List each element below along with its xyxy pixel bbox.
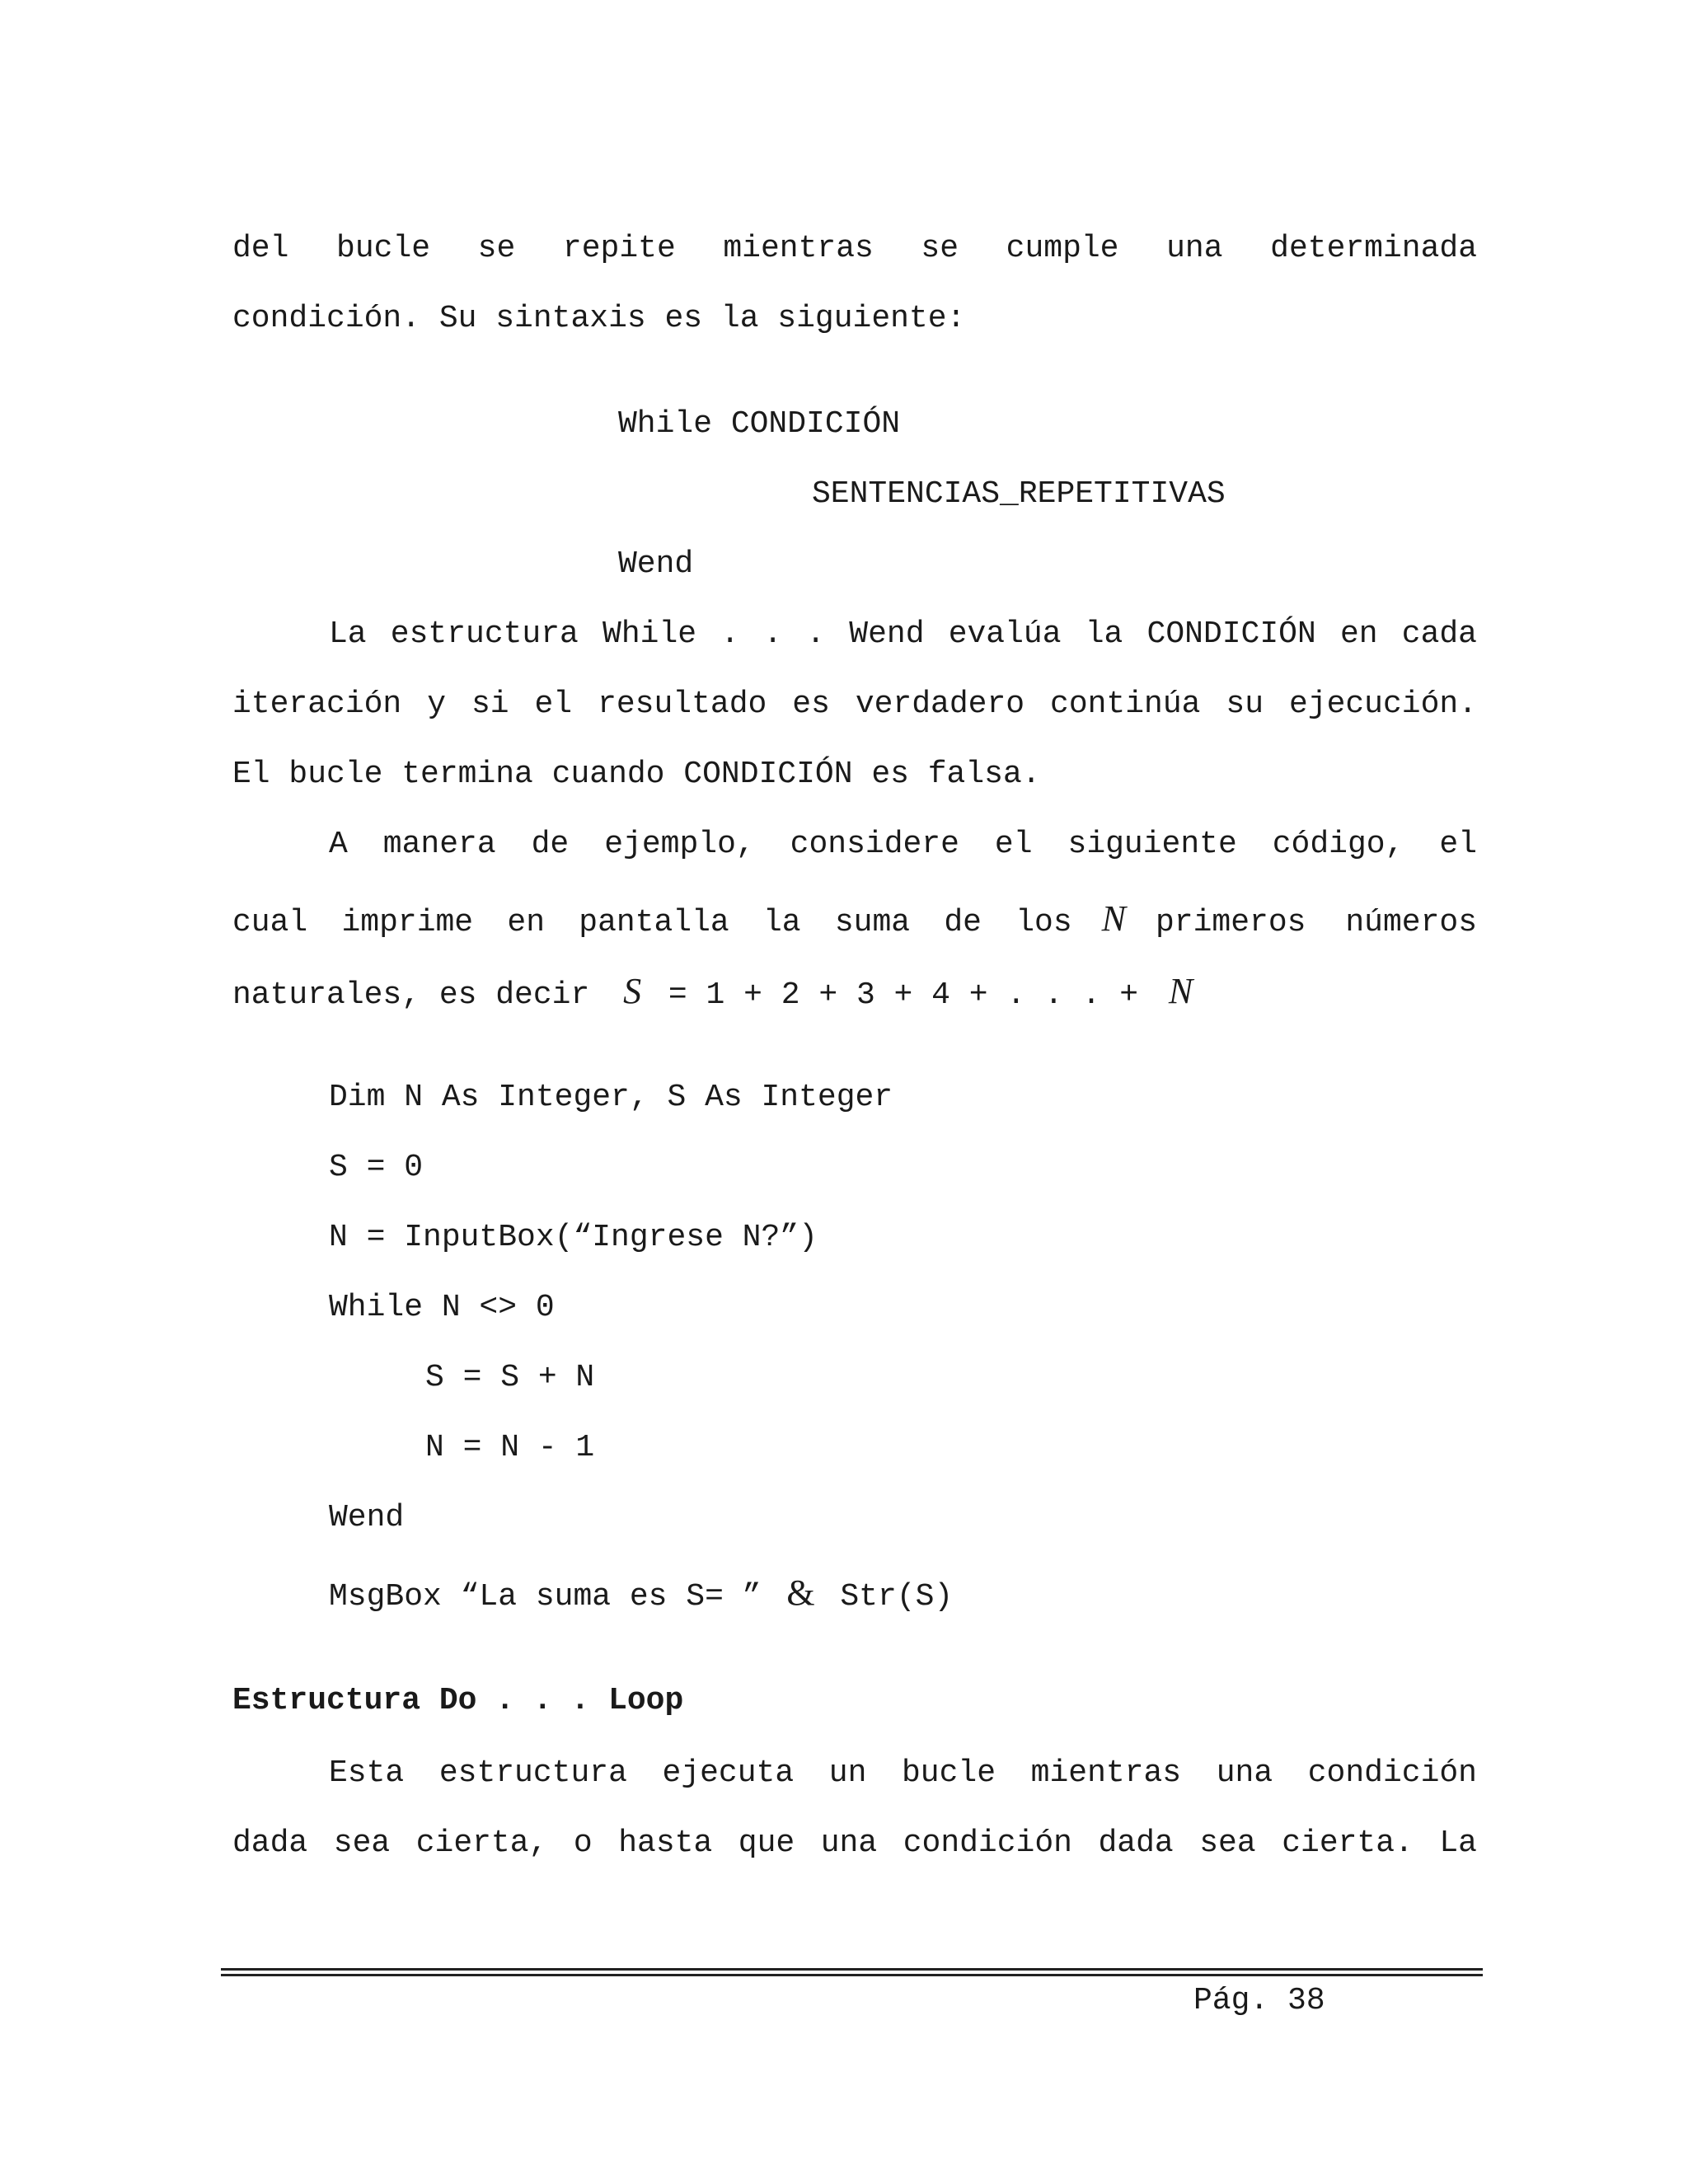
paragraph-1-line-1: del bucle se repite mientras se cumple una determinada <box>232 231 1477 266</box>
syntax-body-line: SENTENCIAS_REPETITIVAS <box>812 476 1226 512</box>
paragraph-4-line-1: Esta estructura ejecuta un bucle mientras una condición <box>329 1755 1477 1791</box>
variable-n: N <box>1101 898 1126 939</box>
paragraph-3-line-2-text-before: cual imprime en pantalla la suma de los <box>232 905 1072 940</box>
footer-rule-top <box>221 1968 1483 1971</box>
variable-n-final: N <box>1168 971 1193 1011</box>
code-line-8-after: Str(S) <box>840 1579 954 1615</box>
paragraph-3-line-2-text-after: primeros números <box>1156 905 1477 940</box>
code-line-5: S = S + N <box>425 1360 595 1395</box>
variable-s: S <box>623 971 642 1011</box>
code-line-7: Wend <box>329 1500 405 1535</box>
code-line-1: Dim N As Integer, S As Integer <box>329 1080 893 1115</box>
paragraph-3-line-3 <box>232 973 1193 1011</box>
code-line-4: While N <> 0 <box>329 1290 555 1325</box>
code-line-6: N = N - 1 <box>425 1430 595 1465</box>
footer-rule-bottom <box>221 1974 1483 1976</box>
code-line-8 <box>329 1572 954 1615</box>
sum-expression: = 1 + 2 + 3 + 4 + . . . + <box>668 977 1138 1013</box>
section-heading: Estructura Do . . . Loop <box>232 1683 684 1718</box>
paragraph-3-line-3-text-before: naturales, es decir <box>232 977 590 1013</box>
page-number: Pág. 38 <box>1193 1983 1325 2018</box>
paragraph-3-line-1: A manera de ejemplo, considere el siguiente código, el <box>329 827 1477 862</box>
syntax-wend-line: Wend <box>618 546 694 582</box>
paragraph-2-line-2: iteración y si el resultado es verdadero continúa su ejecución. <box>232 687 1477 722</box>
code-line-8-before: MsgBox “La suma es S= ” <box>329 1579 762 1615</box>
ampersand-operator: & <box>786 1572 815 1613</box>
code-line-3: N = InputBox(“Ingrese N?”) <box>329 1220 818 1255</box>
paragraph-4-line-2: dada sea cierta, o hasta que una condición dada sea cierta. La <box>232 1825 1477 1861</box>
paragraph-3-line-2 <box>232 898 1477 940</box>
code-line-2: S = 0 <box>329 1150 424 1185</box>
paragraph-2-line-3: El bucle termina cuando CONDICIÓN es falsa. <box>232 757 1041 792</box>
paragraph-1-line-2: condición. Su sintaxis es la siguiente: <box>232 301 966 336</box>
paragraph-2-line-1: La estructura While . . . Wend evalúa la CONDICIÓN en cada <box>329 616 1477 652</box>
syntax-while-line: While CONDICIÓN <box>618 406 901 442</box>
